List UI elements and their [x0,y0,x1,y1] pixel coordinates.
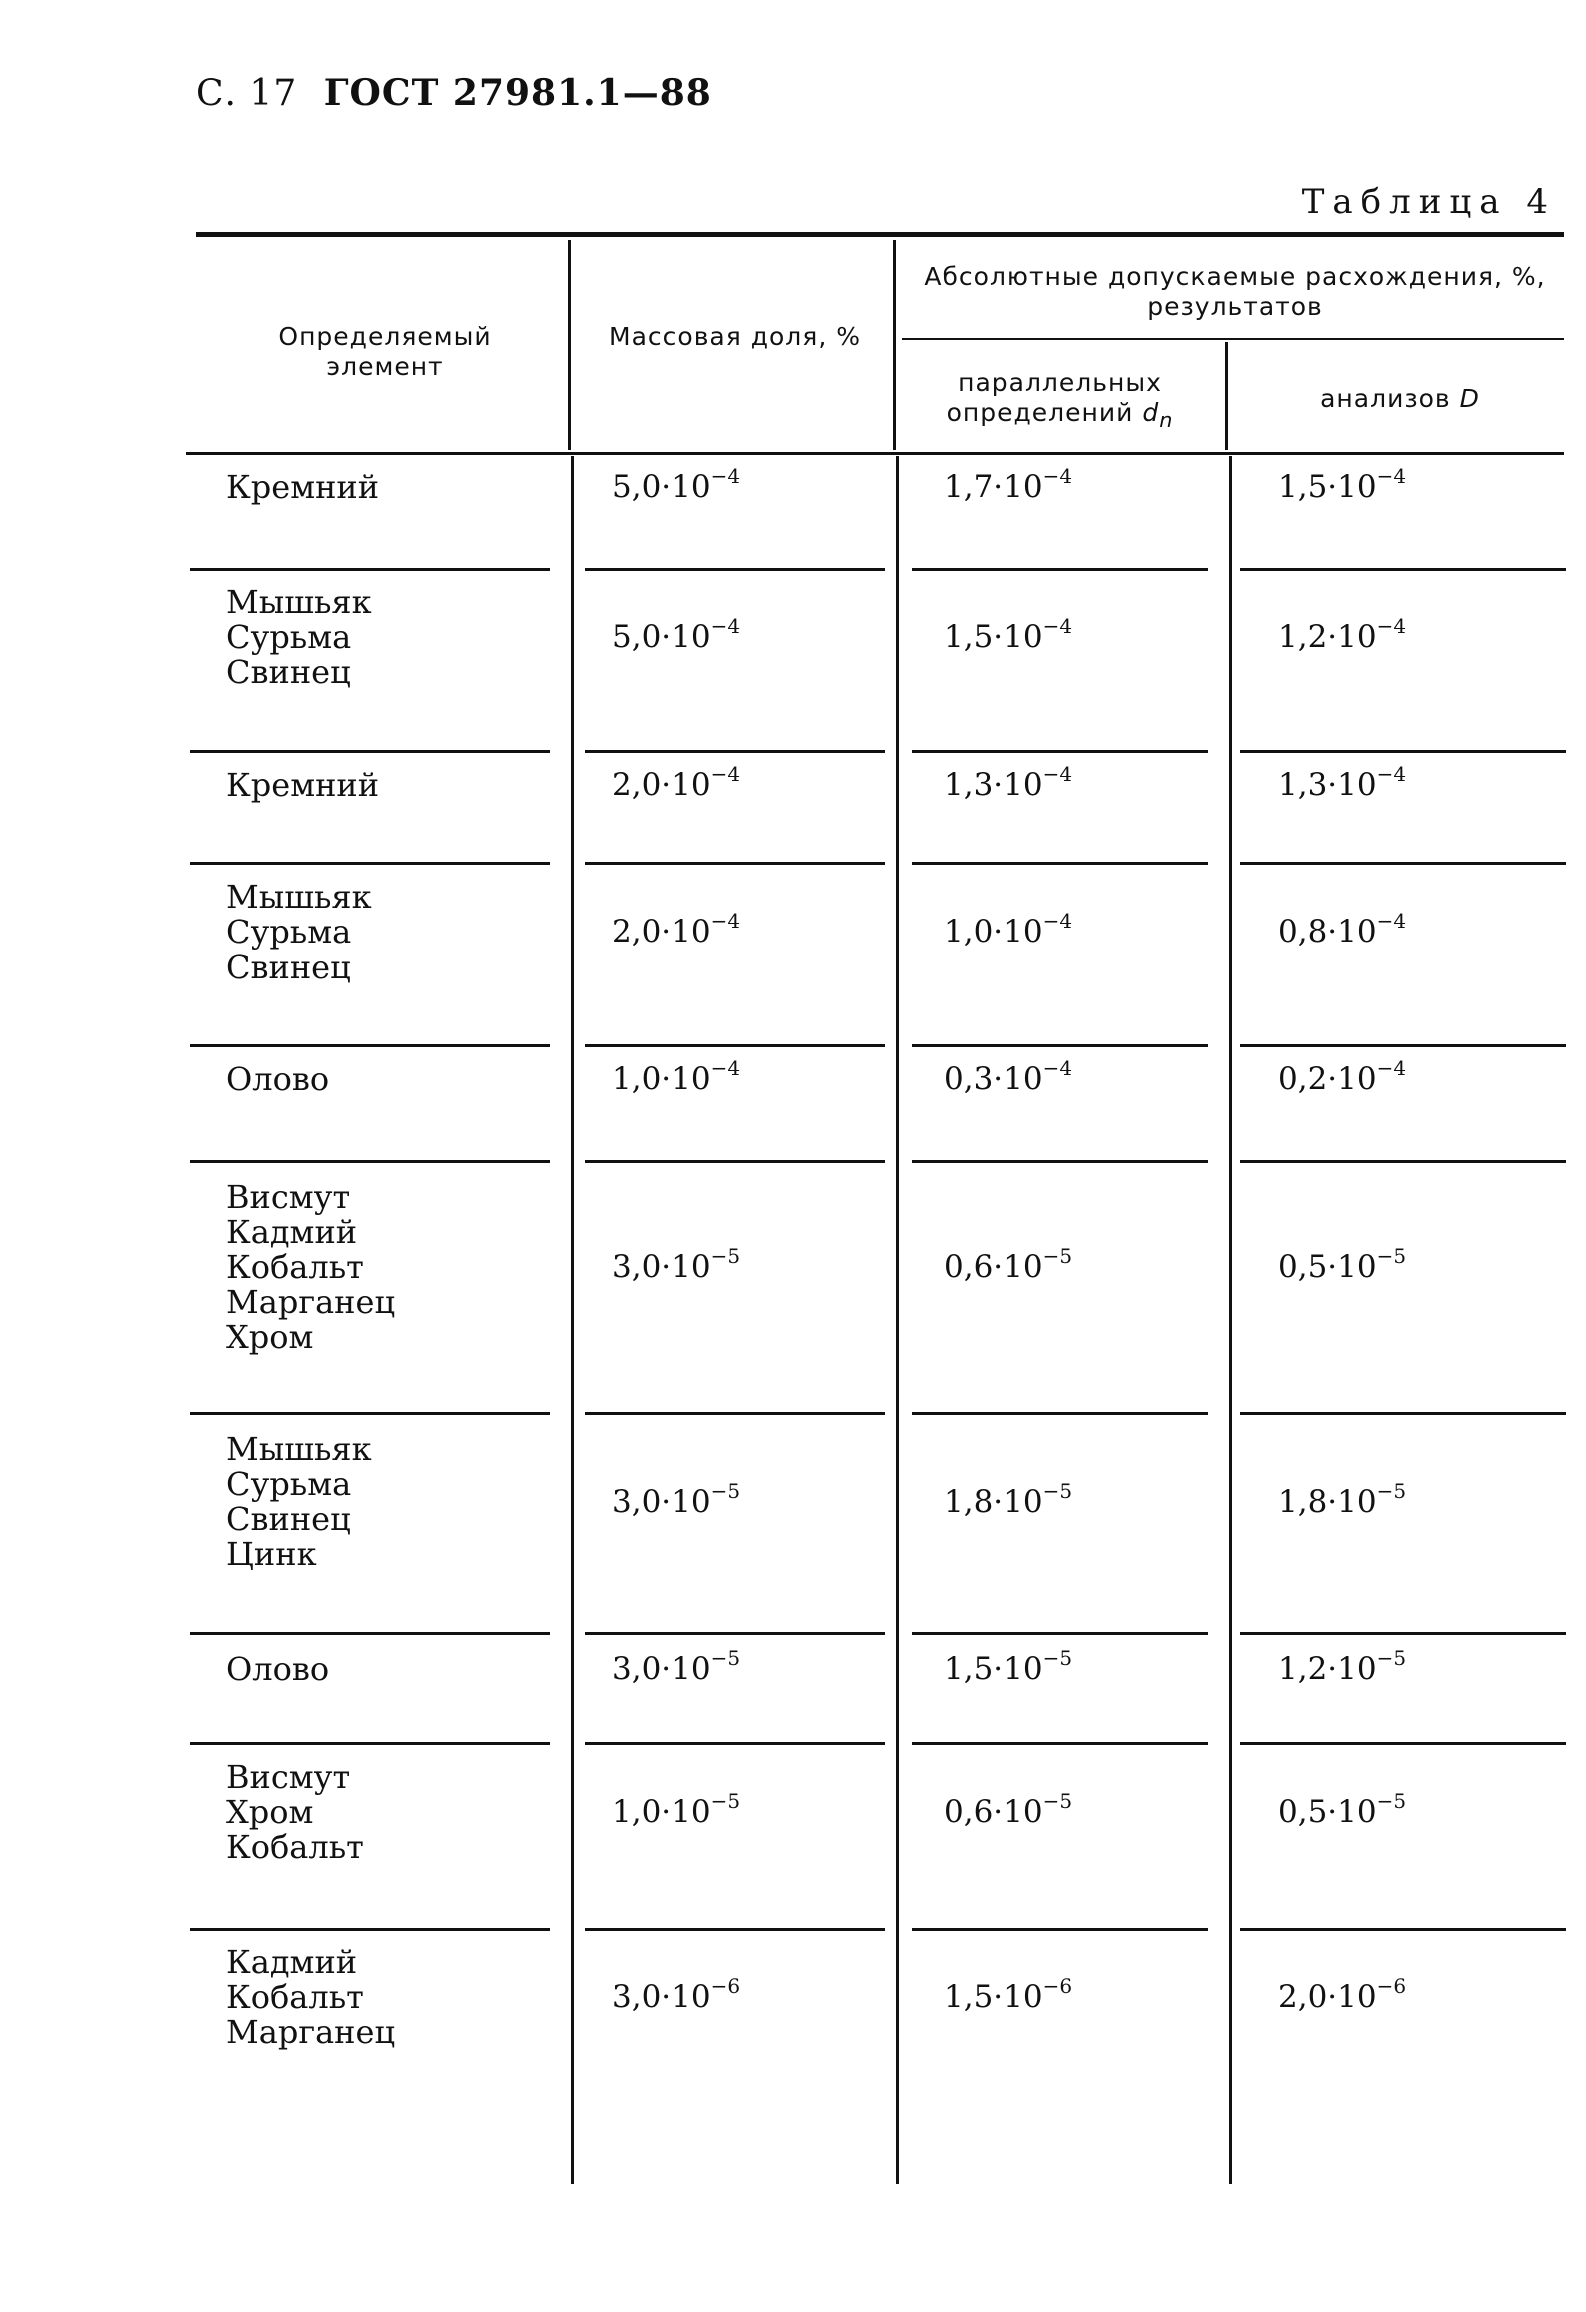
standard-title: ГОСТ 27981.1—88 [323,72,712,114]
value-mantissa: 1,5·10 [1278,469,1377,505]
parallel-deviation-cell [944,909,1073,950]
value-exponent: −5 [710,1789,741,1813]
row-separator [190,1160,550,1163]
row-separator [585,1412,885,1415]
element-name: Цинк [226,1535,317,1573]
row-separator [912,1928,1208,1931]
row-separator [912,1160,1208,1163]
mass-fraction-cell [612,1646,741,1687]
header-divider-1 [568,240,571,450]
row-separator [1240,1632,1566,1635]
element-name: Кобальт [226,1978,364,2016]
value-exponent: −5 [1042,1646,1073,1670]
value-exponent: −4 [710,464,741,488]
parallel-deviation-cell [944,1478,1073,1520]
value-mantissa: 1,2·10 [1278,1651,1377,1687]
value-exponent: −5 [710,1244,741,1268]
value-mantissa: 3,0·10 [612,1651,711,1687]
value-mantissa: 1,8·10 [1278,1483,1377,1520]
element-name: Кремний [226,468,380,506]
header-element: Определяемый элемент [278,322,492,381]
value-exponent: −6 [1042,1974,1073,1998]
element-name: Кремний [226,766,380,804]
value-mantissa: 5,0·10 [612,619,711,655]
row-separator [585,1044,885,1047]
mass-fraction-cell [612,1974,741,2015]
value-mantissa: 5,0·10 [612,469,711,505]
analyses-deviation-cell [1278,762,1407,803]
header-sub-rule [902,338,1564,340]
page-header [196,72,712,114]
value-exponent: −5 [710,1478,741,1503]
analyses-deviation-cell [1278,1974,1407,2015]
row-separator [1240,1928,1566,1931]
value-mantissa: 0,8·10 [1278,914,1377,950]
row-separator [1240,862,1566,865]
row-separator [912,862,1208,865]
analyses-deviation-cell [1278,909,1407,950]
header-parallel-subscript: n [1159,408,1174,432]
element-name: Олово [226,1060,330,1098]
row-separator [190,862,550,865]
value-exponent: −4 [710,909,741,933]
value-exponent: −4 [1376,909,1407,933]
body-divider-1 [571,456,574,2184]
mass-fraction-cell [612,1789,741,1830]
page-number: С. 17 [196,73,298,114]
element-name: Кадмий [226,1943,358,1981]
element-cell [226,1652,329,1687]
element-name: Марганец [226,1283,396,1321]
value-exponent: −4 [1042,762,1073,786]
analyses-deviation-cell [1278,1789,1407,1830]
row-separator [190,1044,550,1047]
analyses-deviation-cell [1278,1478,1407,1520]
row-separator [190,750,550,753]
value-mantissa: 0,5·10 [1278,1249,1377,1285]
row-separator [1240,1742,1566,1745]
value-exponent: −5 [1042,1789,1073,1813]
row-separator [912,1632,1208,1635]
mass-fraction-cell [612,762,741,803]
row-separator [585,568,885,571]
value-exponent: −5 [1376,1244,1407,1268]
element-name: Кобальт [226,1828,364,1866]
value-mantissa: 3,0·10 [612,1979,711,2015]
element-cell [226,1432,372,1572]
element-cell [226,768,379,803]
value-exponent: −5 [710,1646,741,1670]
value-mantissa: 1,2·10 [1278,619,1377,655]
row-separator [912,1412,1208,1415]
element-name: Марганец [226,2013,396,2051]
value-mantissa: 3,0·10 [612,1249,711,1285]
row-separator [912,1044,1208,1047]
row-separator [585,1928,885,1931]
parallel-deviation-cell [944,464,1073,505]
value-exponent: −4 [710,1056,741,1080]
header-parallel-symbol: d [1142,398,1160,427]
element-name: Сурьма [226,618,352,656]
value-exponent: −4 [710,762,741,786]
value-mantissa: 2,0·10 [1278,1979,1377,2015]
analyses-deviation-cell [1278,1244,1407,1285]
parallel-deviation-cell [944,614,1073,655]
row-separator [1240,1412,1566,1415]
value-exponent: −4 [1376,762,1407,786]
header-parallel [905,368,1215,435]
row-separator [585,862,885,865]
value-exponent: −5 [1376,1789,1407,1813]
header-analyses-symbol: D [1459,384,1480,413]
mass-fraction-cell [612,464,741,505]
value-mantissa: 3,0·10 [612,1483,711,1520]
element-cell [226,1062,329,1097]
header-divider-3 [1225,342,1228,450]
row-separator [1240,1044,1566,1047]
element-cell [226,1945,395,2050]
value-mantissa: 1,5·10 [944,619,1043,655]
element-cell [226,585,372,690]
row-separator [1240,568,1566,571]
parallel-deviation-cell [944,1789,1073,1830]
header-analyses [1240,384,1560,414]
body-divider-3 [1229,456,1232,2184]
value-mantissa: 1,0·10 [612,1794,711,1830]
value-mantissa: 1,0·10 [944,914,1043,950]
value-mantissa: 1,5·10 [944,1979,1043,2015]
table-label: Таблица 4 [1301,182,1556,222]
element-name: Мышьяк [226,878,372,916]
row-separator [912,568,1208,571]
value-exponent: −6 [710,1974,741,1998]
parallel-deviation-cell [944,1056,1073,1097]
parallel-deviation-cell [944,1974,1073,2015]
element-cell [226,880,372,985]
element-name: Свинец [226,948,351,986]
value-exponent: −4 [1376,464,1407,488]
value-exponent: −4 [1042,464,1073,488]
element-name: Сурьма [226,1465,352,1503]
value-mantissa: 1,8·10 [944,1483,1043,1520]
value-mantissa: 1,3·10 [944,767,1043,803]
header-divider-2 [893,240,896,450]
value-mantissa: 2,0·10 [612,767,711,803]
row-separator [585,1742,885,1745]
analyses-deviation-cell [1278,1646,1407,1687]
value-exponent: −4 [1376,1056,1407,1080]
parallel-deviation-cell [944,1244,1073,1285]
value-mantissa: 0,6·10 [944,1249,1043,1285]
row-separator [585,1160,885,1163]
value-mantissa: 0,2·10 [1278,1061,1377,1097]
mass-fraction-cell [612,1056,741,1097]
value-mantissa: 1,3·10 [1278,767,1377,803]
table-top-rule [196,232,1564,237]
element-name: Мышьяк [226,583,372,621]
header-analyses-text: анализов [1320,384,1451,413]
analyses-deviation-cell [1278,614,1407,655]
row-separator [585,1632,885,1635]
element-name: Кобальт [226,1248,364,1286]
element-name: Свинец [226,1500,351,1538]
header-mass-fraction: Массовая доля, % [609,322,861,351]
value-mantissa: 0,6·10 [944,1794,1043,1830]
header-group-title: Абсолютные допускаемые расхождения, %, результатов [924,262,1546,321]
value-exponent: −4 [1042,614,1073,638]
value-exponent: −5 [1376,1646,1407,1670]
row-separator [912,750,1208,753]
element-name: Олово [226,1650,330,1688]
analyses-deviation-cell [1278,464,1407,505]
analyses-deviation-cell [1278,1056,1407,1097]
element-cell [226,1760,364,1865]
mass-fraction-cell [612,1478,741,1520]
value-exponent: −4 [1376,614,1407,638]
row-separator [190,568,550,571]
element-name: Сурьма [226,913,352,951]
parallel-deviation-cell [944,762,1073,803]
row-separator [585,750,885,753]
row-separator [190,1412,550,1415]
value-mantissa: 1,7·10 [944,469,1043,505]
value-exponent: −5 [1042,1478,1073,1503]
element-name: Висмут [226,1758,351,1796]
element-name: Мышьяк [226,1430,372,1468]
row-separator [190,1928,550,1931]
mass-fraction-cell [612,614,741,655]
row-separator [190,1742,550,1745]
header-bottom-rule [186,452,1564,455]
value-exponent: −4 [710,614,741,638]
value-exponent: −6 [1376,1974,1407,1998]
row-separator [1240,1160,1566,1163]
row-separator [190,1632,550,1635]
value-mantissa: 0,5·10 [1278,1794,1377,1830]
element-name: Висмут [226,1178,351,1216]
value-exponent: −5 [1376,1478,1407,1503]
value-mantissa: 1,5·10 [944,1651,1043,1687]
value-exponent: −4 [1042,1056,1073,1080]
parallel-deviation-cell [944,1646,1073,1687]
body-divider-2 [896,456,899,2184]
value-mantissa: 2,0·10 [612,914,711,950]
mass-fraction-cell [612,1244,741,1285]
value-mantissa: 1,0·10 [612,1061,711,1097]
row-separator [1240,750,1566,753]
header-parallel-text: параллельных определений [946,368,1162,427]
element-cell [226,1180,395,1355]
row-separator [912,1742,1208,1745]
element-cell [226,470,379,505]
element-name: Хром [226,1793,314,1831]
element-name: Свинец [226,653,351,691]
element-name: Кадмий [226,1213,358,1251]
mass-fraction-cell [612,909,741,950]
value-mantissa: 0,3·10 [944,1061,1043,1097]
value-exponent: −5 [1042,1244,1073,1268]
element-name: Хром [226,1318,314,1356]
value-exponent: −4 [1042,909,1073,933]
